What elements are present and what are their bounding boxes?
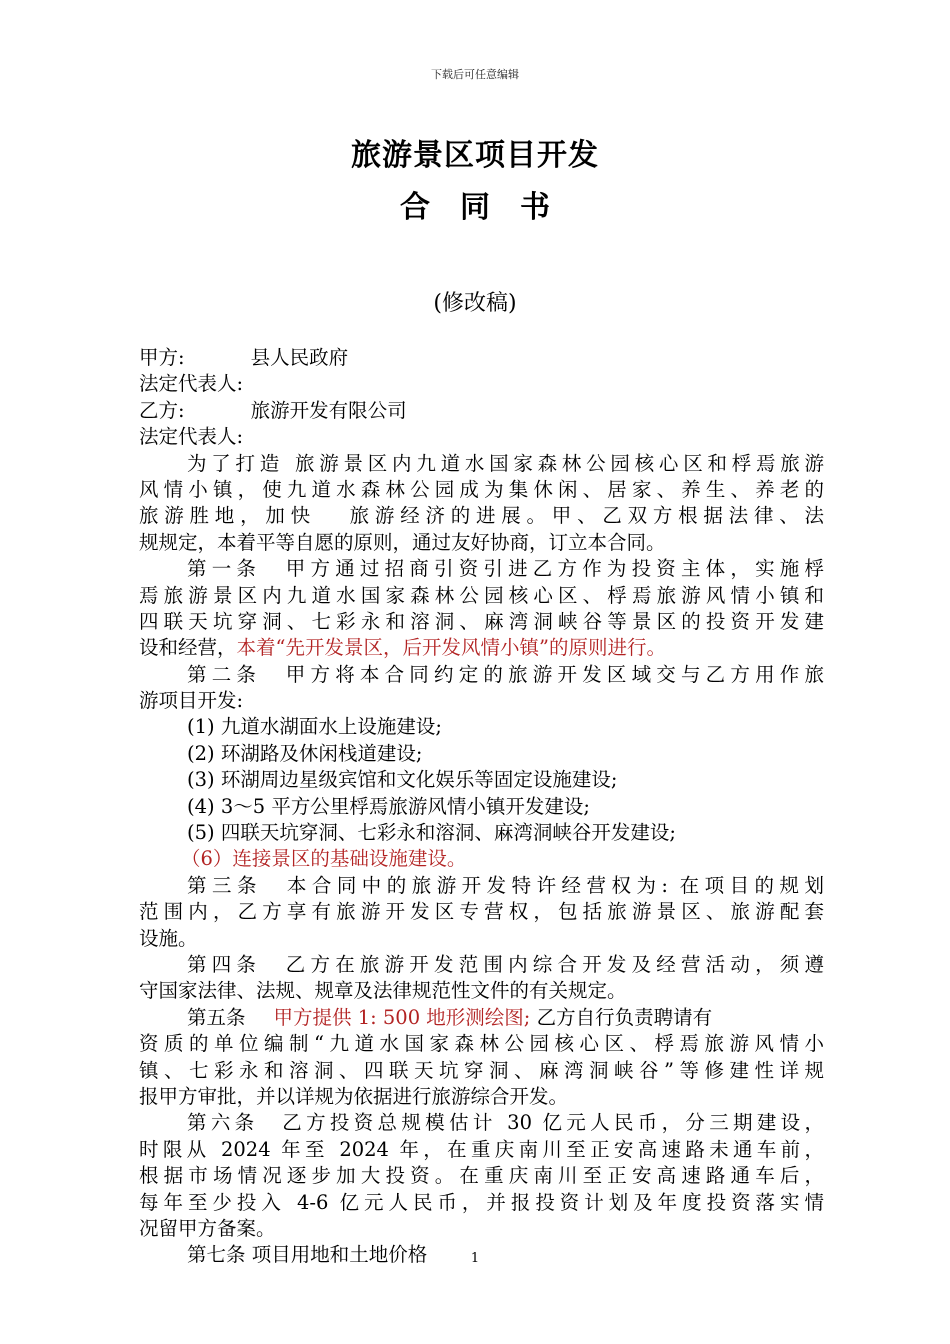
article-1-line: 四联天坑穿洞、七彩永和溶洞、麻湾洞峡谷等景区的投资开发建	[139, 609, 824, 633]
party-b-label: 乙方:	[139, 398, 185, 422]
article-2-line: 游项目开发:	[139, 689, 244, 713]
article-1-highlight: 本着“先开发景区，后开发风情小镇”的原则进行。	[236, 636, 666, 660]
article-5-line: 资质的单位编制“九道水国家森林公园核心区、桴焉旅游风情小	[139, 1032, 824, 1056]
article-5-label: 第五条	[187, 1005, 246, 1029]
article-5-line	[139, 1005, 824, 1031]
list-item: (4) 3～5 平方公里桴焉旅游风情小镇开发建设;	[187, 794, 590, 818]
article-3-line: 第三条 本合同中的旅游开发特许经营权为: 在项目的规划	[187, 873, 824, 897]
party-b-name: 旅游开发有限公司	[250, 398, 407, 422]
party-b-representative: 法定代表人:	[139, 425, 244, 449]
list-item: (2) 环湖路及休闲栈道建设;	[187, 741, 423, 765]
article-5-line: 镇、七彩永和溶洞、四联天坑穿洞、麻湾洞峡谷”等修建性详规	[139, 1058, 824, 1082]
article-5-line: 报甲方审批，并以详规为依据进行旅游综合开发。	[139, 1084, 569, 1108]
article-6-line: 时限从 2024 年至 2024 年，在重庆南川至正安高速路未通车前，	[139, 1137, 824, 1161]
article-5-highlight: 甲方提供 1: 500 地形测绘图;	[273, 1005, 531, 1029]
article-5-fragment: 乙方自行负责聘请有	[536, 1005, 713, 1029]
page-number: 1	[470, 1251, 480, 1266]
list-item: (1) 九道水湖面水上设施建设;	[187, 715, 442, 739]
article-1-line	[139, 635, 824, 661]
article-6-line: 每年至少投入 4-6 亿元人民币，并报投资计划及年度投资落实情	[139, 1190, 824, 1214]
party-b-line	[139, 398, 824, 424]
article-6-line: 第六条 乙方投资总规模估计 30 亿元人民币，分三期建设，	[187, 1111, 824, 1135]
article-1-fragment: 设和经营，	[139, 636, 237, 660]
intro-fragment: 旅游胜地，加快	[139, 504, 316, 528]
header-note: 下载后可任意编辑	[431, 68, 519, 81]
list-item: (5) 四联天坑穿洞、七彩永和溶洞、麻湾洞峡谷开发建设;	[187, 821, 676, 845]
article-1-line: 焉旅游景区内九道水国家森林公园核心区、桴焉旅游风情小镇和	[139, 583, 824, 607]
article-1-line: 第一条 甲方通过招商引资引进乙方作为投资主体，实施桴	[187, 557, 824, 581]
party-a-name: 县人民政府	[250, 346, 349, 369]
intro-line: 为了打造 旅游景区内九道水国家森林公园核心区和桴焉旅游	[187, 451, 824, 475]
revision-label: (修改稿)	[433, 291, 517, 316]
intro-line: 风情小镇，使九道水森林公园成为集休闲、居家、养生、养老的	[139, 477, 824, 501]
article-4-line: 守国家法律、法规、规章及法律规范性文件的有关规定。	[139, 979, 627, 1003]
document-title: 旅游景区项目开发	[351, 138, 599, 173]
contract-body	[139, 345, 824, 1269]
party-a-representative: 法定代表人:	[139, 372, 244, 396]
article-6-line: 根据市场情况逐步加大投资。在重庆南川至正安高速路通车后，	[139, 1164, 824, 1188]
article-4-line: 第四条 乙方在旅游开发范围内综合开发及经营活动，须遵	[187, 952, 824, 976]
intro-fragment: 旅游经济的进展。甲、乙双方根据法律、法	[343, 504, 824, 528]
list-item-highlight: （6）连接景区的基础设施建设。	[181, 847, 467, 871]
article-6-line: 况留甲方备案。	[139, 1216, 276, 1240]
article-3-line: 范围内，乙方享有旅游开发区专营权，包括旅游景区、旅游配套	[139, 900, 824, 924]
party-a-label: 甲方:	[139, 346, 185, 369]
list-item: (3) 环湖周边星级宾馆和文化娱乐等固定设施建设;	[187, 768, 618, 792]
article-3-line: 设施。	[139, 926, 198, 950]
intro-line	[139, 503, 824, 529]
article-7-heading: 第七条 项目用地和土地价格	[187, 1243, 428, 1267]
party-a-line	[139, 345, 824, 371]
document-subtitle: 合同书	[400, 190, 580, 225]
intro-line: 规规定，本着平等自愿的原则，通过友好协商，订立本合同。	[139, 530, 666, 554]
article-2-line: 第二条 甲方将本合同约定的旅游开发区域交与乙方用作旅	[187, 662, 824, 686]
